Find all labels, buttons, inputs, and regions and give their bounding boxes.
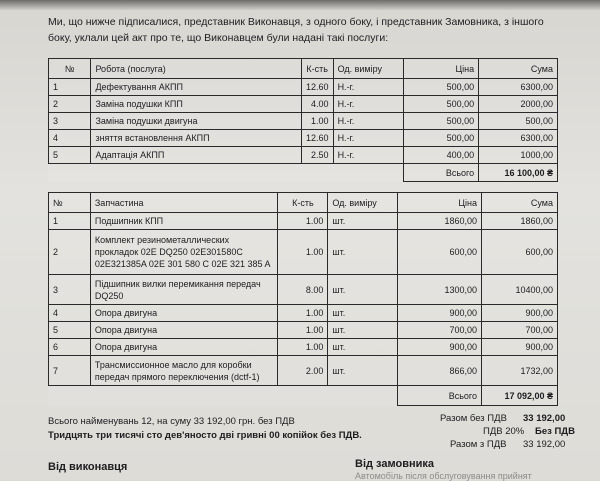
services-total-label: Всього — [404, 164, 479, 182]
parts-col-unit: Од. виміру — [328, 193, 398, 213]
summary-count-text: Всього найменувань 12, на суму 33 192,00 грн. без ПДВ — [48, 416, 295, 427]
services-table — [48, 58, 558, 182]
cell-name: Опора двигуна — [90, 339, 278, 356]
services-header-row — [49, 59, 558, 79]
cell-name: Підшипник вилки перемикання передач DQ250 — [90, 275, 278, 305]
cell-qty: 1.00 — [301, 113, 333, 130]
cell-unit: шт. — [328, 322, 398, 339]
cell-price: 500,00 — [404, 79, 479, 96]
parts-col-no: № — [49, 193, 91, 213]
summary-words-text: Тридцять три тисячі сто дев'яносто дві гривні 00 копійок без ПДВ. — [48, 430, 362, 441]
cell-qty: 1.00 — [278, 230, 328, 275]
cell-unit: шт. — [328, 213, 398, 230]
executor-heading: Від виконавця — [48, 461, 128, 473]
table-row — [49, 230, 558, 275]
cell-sum: 600,00 — [482, 230, 558, 275]
services-col-work: Робота (послуга) — [91, 59, 301, 79]
table-row — [49, 275, 558, 305]
cell-sum: 6300,00 — [479, 79, 558, 96]
parts-total-value: 17 092,00 ₴ — [482, 386, 558, 406]
table-row — [49, 130, 558, 147]
cell-no: 5 — [49, 147, 91, 164]
cell-qty: 2.00 — [278, 356, 328, 386]
cell-price: 600,00 — [398, 230, 482, 275]
cell-qty: 8.00 — [278, 275, 328, 305]
cell-unit: шт. — [328, 275, 398, 305]
cell-name: зняття встановлення АКПП — [91, 130, 301, 147]
cell-name: Трансмиссионное масло для коробки передач прямого переключения (dctf-1) — [90, 356, 278, 386]
cell-unit: шт. — [328, 230, 398, 275]
summary-with-vat-label: Разом з ПДВ — [450, 439, 507, 450]
cell-no: 7 — [49, 356, 91, 386]
cell-no: 5 — [49, 322, 91, 339]
cell-price: 1300,00 — [398, 275, 482, 305]
customer-heading: Від замовника — [355, 458, 434, 470]
cell-no: 2 — [49, 230, 91, 275]
parts-total-label: Всього — [398, 386, 482, 406]
services-total-row — [49, 164, 558, 182]
cell-no: 4 — [49, 130, 91, 147]
cell-name: Опора двигуна — [90, 305, 278, 322]
cell-name: Опора двигуна — [90, 322, 278, 339]
cell-sum: 10400,00 — [482, 275, 558, 305]
services-col-no: № — [49, 59, 91, 79]
cell-no: 6 — [49, 339, 91, 356]
cell-name: Заміна подушки двигуна — [91, 113, 301, 130]
cell-price: 400,00 — [404, 147, 479, 164]
table-row — [49, 356, 558, 386]
intro-text: Ми, що нижче підписалися, представник Виконавця, з одного боку, і представник Замовника, з іншого боку, уклали цей акт про те, що Виконавцем були надані такі послуги: — [48, 16, 544, 44]
summary-no-vat-value: 33 192,00 — [523, 413, 566, 424]
services-col-price: Ціна — [404, 59, 479, 79]
parts-table — [48, 192, 558, 406]
summary-with-vat-value: 33 192,00 — [523, 439, 566, 450]
page-top-edge — [0, 0, 600, 10]
cell-sum: 500,00 — [479, 113, 558, 130]
cell-sum: 900,00 — [482, 305, 558, 322]
cell-unit: Н.-г. — [333, 96, 404, 113]
cell-no: 4 — [49, 305, 91, 322]
cell-qty: 12.60 — [301, 79, 333, 96]
cell-sum: 6300,00 — [479, 130, 558, 147]
cell-price: 700,00 — [398, 322, 482, 339]
services-col-qty: К-сть — [301, 59, 333, 79]
table-row — [49, 113, 558, 130]
cell-qty: 4.00 — [301, 96, 333, 113]
cell-no: 3 — [49, 113, 91, 130]
cell-name: Подшипник КПП — [90, 213, 278, 230]
summary-vat-label: ПДВ 20% — [483, 426, 525, 437]
cell-unit: шт. — [328, 305, 398, 322]
cell-unit: Н.-г. — [333, 130, 404, 147]
cell-name: Комплект резинометаллических прокладок 02E DQ250 02E301580C 02E321385A 02E 301 580 C 02E 321 385 A — [90, 230, 278, 275]
cell-price: 900,00 — [398, 305, 482, 322]
cell-unit: Н.-г. — [333, 113, 404, 130]
table-row — [49, 147, 558, 164]
cell-qty: 1.00 — [278, 339, 328, 356]
parts-col-price: Ціна — [398, 193, 482, 213]
cell-price: 900,00 — [398, 339, 482, 356]
cell-no: 1 — [49, 79, 91, 96]
cell-no: 1 — [49, 213, 91, 230]
cell-qty: 12.60 — [301, 130, 333, 147]
parts-col-sum: Сума — [482, 193, 558, 213]
cell-name: Адаптація АКПП — [91, 147, 301, 164]
cell-unit: шт. — [328, 356, 398, 386]
cell-no: 3 — [49, 275, 91, 305]
customer-subtext: Автомобіль після обслуговування прийнят — [355, 471, 532, 481]
cell-price: 500,00 — [404, 130, 479, 147]
parts-col-part: Запчастина — [90, 193, 278, 213]
services-total-value: 16 100,00 ₴ — [479, 164, 558, 182]
table-row — [49, 305, 558, 322]
cell-qty: 1.00 — [278, 305, 328, 322]
parts-header-row — [49, 193, 558, 213]
cell-unit: шт. — [328, 339, 398, 356]
cell-no: 2 — [49, 96, 91, 113]
cell-qty: 1.00 — [278, 322, 328, 339]
table-row — [49, 96, 558, 113]
summary-no-vat-label: Разом без ПДВ — [440, 413, 507, 424]
cell-sum: 700,00 — [482, 322, 558, 339]
cell-unit: Н.-г. — [333, 147, 404, 164]
cell-price: 500,00 — [404, 96, 479, 113]
table-row — [49, 79, 558, 96]
cell-sum: 1000,00 — [479, 147, 558, 164]
parts-col-qty: К-сть — [278, 193, 328, 213]
cell-qty: 2.50 — [301, 147, 333, 164]
table-row — [49, 339, 558, 356]
cell-sum: 1860,00 — [482, 213, 558, 230]
cell-name: Дефектування АКПП — [91, 79, 301, 96]
table-row — [49, 322, 558, 339]
cell-price: 500,00 — [404, 113, 479, 130]
cell-price: 1860,00 — [398, 213, 482, 230]
cell-sum: 900,00 — [482, 339, 558, 356]
cell-name: Заміна подушки КПП — [91, 96, 301, 113]
services-col-sum: Сума — [479, 59, 558, 79]
cell-qty: 1.00 — [278, 213, 328, 230]
cell-sum: 1732,00 — [482, 356, 558, 386]
cell-sum: 2000,00 — [479, 96, 558, 113]
cell-price: 866,00 — [398, 356, 482, 386]
parts-total-row — [49, 386, 558, 406]
services-col-unit: Од. виміру — [333, 59, 404, 79]
table-row — [49, 213, 558, 230]
cell-unit: Н.-г. — [333, 79, 404, 96]
summary-vat-value: Без ПДВ — [535, 426, 575, 437]
